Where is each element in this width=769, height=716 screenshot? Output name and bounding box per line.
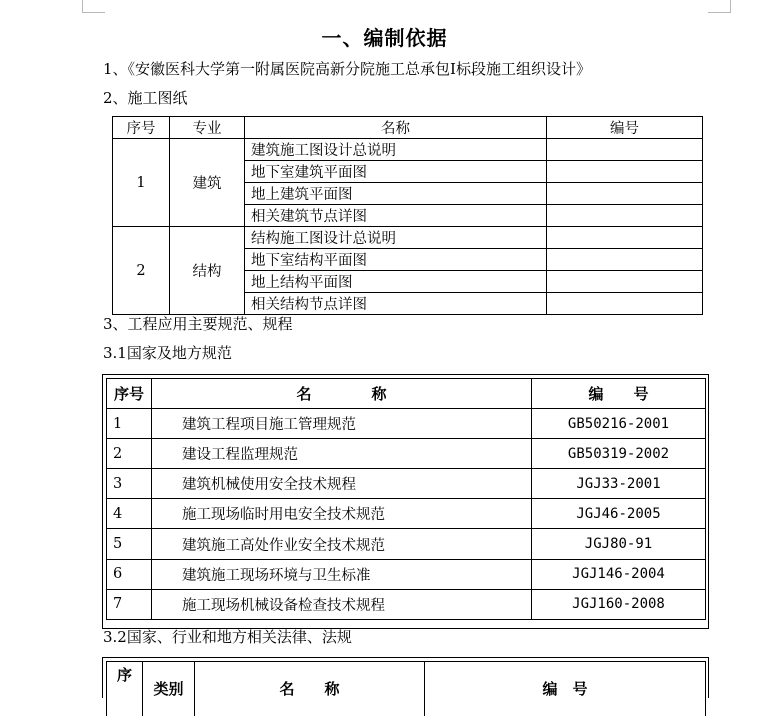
table-row <box>107 469 706 499</box>
drawing-code <box>547 183 703 205</box>
table-header-row <box>107 662 706 716</box>
row-code: GB50216-2001 <box>532 409 706 439</box>
table-row <box>107 409 706 439</box>
row-name: 施工现场临时用电安全技术规范 <box>152 499 532 529</box>
drawing-name: 相关结构节点详图 <box>245 293 547 315</box>
drawing-code <box>547 293 703 315</box>
row-no: 4 <box>107 499 152 529</box>
table-row <box>107 559 706 589</box>
row-code: JGJ160-2008 <box>532 589 706 619</box>
page-corner-mark-left <box>82 0 105 13</box>
drawings-table <box>112 116 703 315</box>
table-row <box>107 499 706 529</box>
row-no: 1 <box>107 409 152 439</box>
drawing-name: 地上结构平面图 <box>245 271 547 293</box>
table-row <box>113 139 703 161</box>
basis-item-3-1: 3.1国家及地方规范 <box>103 342 232 363</box>
header-name: 名 称 <box>152 379 532 409</box>
row-no: 5 <box>107 529 152 559</box>
row-no: 7 <box>107 589 152 619</box>
row-name: 建筑机械使用安全技术规程 <box>152 469 532 499</box>
drawing-name: 地上建筑平面图 <box>245 183 547 205</box>
group-no: 2 <box>113 227 170 315</box>
header-code: 编 号 <box>532 379 706 409</box>
drawing-name: 地下室建筑平面图 <box>245 161 547 183</box>
table-row <box>107 529 706 559</box>
basis-item-1: 1、《安徽医科大学第一附属医院高新分院施工总承包Ⅰ标段施工组织设计》 <box>103 58 591 79</box>
row-code: JGJ46-2005 <box>532 499 706 529</box>
row-no: 3 <box>107 469 152 499</box>
header-code: 编号 <box>547 117 703 139</box>
row-code: JGJ146-2004 <box>532 559 706 589</box>
header-discipline: 专业 <box>170 117 245 139</box>
drawing-name: 建筑施工图设计总说明 <box>245 139 547 161</box>
row-name: 建筑施工高处作业安全技术规范 <box>152 529 532 559</box>
drawing-name: 结构施工图设计总说明 <box>245 227 547 249</box>
basis-item-3: 3、工程应用主要规范、规程 <box>103 313 293 334</box>
row-code: JGJ33-2001 <box>532 469 706 499</box>
header-name: 名 称 <box>195 662 425 716</box>
row-no: 6 <box>107 559 152 589</box>
drawing-code <box>547 161 703 183</box>
basis-item-2: 2、施工图纸 <box>103 87 188 108</box>
table-row <box>113 227 703 249</box>
row-name: 建筑施工现场环境与卫生标准 <box>152 559 532 589</box>
table-row <box>107 589 706 619</box>
drawing-code <box>547 139 703 161</box>
table-row <box>107 439 706 469</box>
row-name: 建设工程监理规范 <box>152 439 532 469</box>
row-code: GB50319-2002 <box>532 439 706 469</box>
header-code: 编 号 <box>425 662 706 716</box>
codes-table-frame <box>102 374 709 629</box>
row-no: 2 <box>107 439 152 469</box>
laws-table-frame <box>102 657 709 698</box>
drawing-code <box>547 249 703 271</box>
drawing-name: 地下室结构平面图 <box>245 249 547 271</box>
header-no: 序 <box>107 662 143 716</box>
drawing-code <box>547 271 703 293</box>
header-no: 序号 <box>107 379 152 409</box>
header-category: 类别 <box>143 662 195 716</box>
row-name: 建筑工程项目施工管理规范 <box>152 409 532 439</box>
group-discipline: 建筑 <box>170 139 245 227</box>
header-name: 名称 <box>245 117 547 139</box>
page-corner-mark-right <box>708 0 731 13</box>
row-code: JGJ80-91 <box>532 529 706 559</box>
drawing-code <box>547 205 703 227</box>
drawing-code <box>547 227 703 249</box>
row-name: 施工现场机械设备检查技术规程 <box>152 589 532 619</box>
laws-table <box>106 661 706 716</box>
header-no: 序号 <box>113 117 170 139</box>
page-title: 一、编制依据 <box>0 22 769 51</box>
basis-item-3-2: 3.2国家、行业和地方相关法律、法规 <box>103 626 352 647</box>
table-header-row <box>107 379 706 409</box>
drawing-name: 相关建筑节点详图 <box>245 205 547 227</box>
table-header-row <box>113 117 703 139</box>
group-no: 1 <box>113 139 170 227</box>
group-discipline: 结构 <box>170 227 245 315</box>
codes-table <box>106 378 706 620</box>
